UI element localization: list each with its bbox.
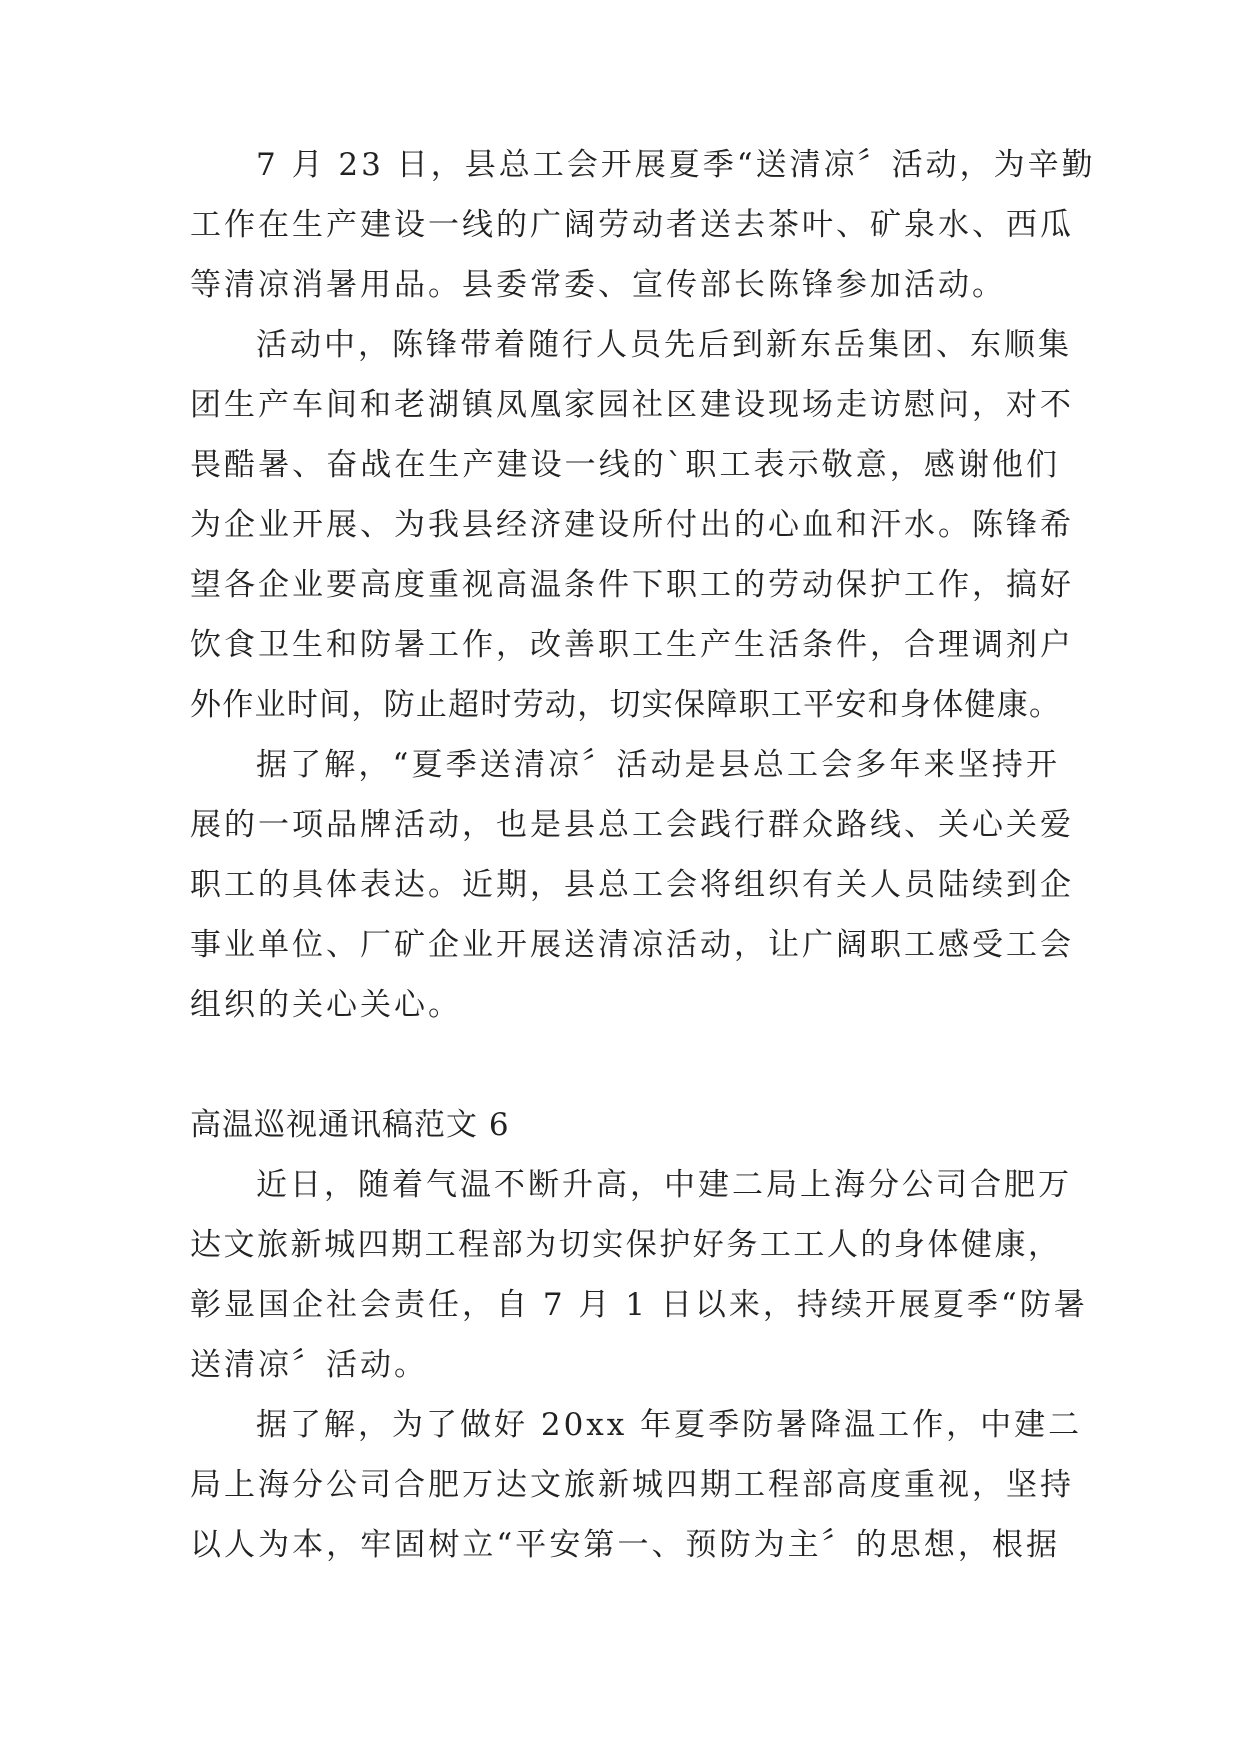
text-line: 据了解，为了做好 20xx 年夏季防暑降温工作，中建二: [256, 1407, 1083, 1443]
text-line: 送清凉〞活动。: [190, 1347, 428, 1383]
text-line: 职工的具体表达。近期，县总工会将组织有关人员陆续到企: [190, 867, 1074, 903]
text-line: 外作业时间，防止超时劳动，切实保障职工平安和身体健康。: [190, 687, 1060, 723]
text-line: 以人为本，牢固树立“平安第一、预防为主〞的思想，根据: [190, 1527, 1060, 1563]
text-line: 等清凉消暑用品。县委常委、宣传部长陈锋参加活动。: [190, 267, 1006, 303]
text-line: 据了解，“夏季送清凉〞活动是县总工会多年来坚持开: [256, 747, 1060, 783]
text-line: 望各企业要高度重视高温条件下职工的劳动保护工作，搞好: [190, 567, 1074, 603]
section-heading: 高温巡视通讯稿范文 6: [190, 1107, 510, 1143]
text-line: 局上海分公司合肥万达文旅新城四期工程部高度重视，坚持: [190, 1467, 1074, 1503]
text-line: 畏酷暑、奋战在生产建设一线的`职工表示敬意，感谢他们: [190, 447, 1060, 483]
text-line: 事业单位、厂矿企业开展送清凉活动，让广阔职工感受工会: [190, 927, 1074, 963]
text-line: 饮食卫生和防暑工作，改善职工生产生活条件，合理调剂户: [190, 627, 1074, 663]
text-line: 为企业开展、为我县经济建设所付出的心血和汗水。陈锋希: [190, 507, 1074, 543]
text-line: 工作在生产建设一线的广阔劳动者送去茶叶、矿泉水、西瓜: [190, 207, 1074, 243]
text-line: 展的一项品牌活动，也是县总工会践行群众路线、关心关爱: [190, 807, 1074, 843]
text-line: 近日，随着气温不断升高，中建二局上海分公司合肥万: [256, 1167, 1072, 1203]
text-line: 彰显国企社会责任，自 7 月 1 日以来，持续开展夏季“防暑: [190, 1287, 1088, 1323]
text-line: 团生产车间和老湖镇凤凰家园社区建设现场走访慰问，对不: [190, 387, 1074, 423]
text-line: 达文旅新城四期工程部为切实保护好务工工人的身体健康，: [190, 1227, 1060, 1263]
text-line: 7 月 23 日，县总工会开展夏季“送清凉〞活动，为辛勤: [256, 147, 1096, 183]
text-line: 活动中，陈锋带着随行人员先后到新东岳集团、东顺集: [256, 327, 1072, 363]
text-line: 组织的关心关心。: [190, 987, 462, 1023]
